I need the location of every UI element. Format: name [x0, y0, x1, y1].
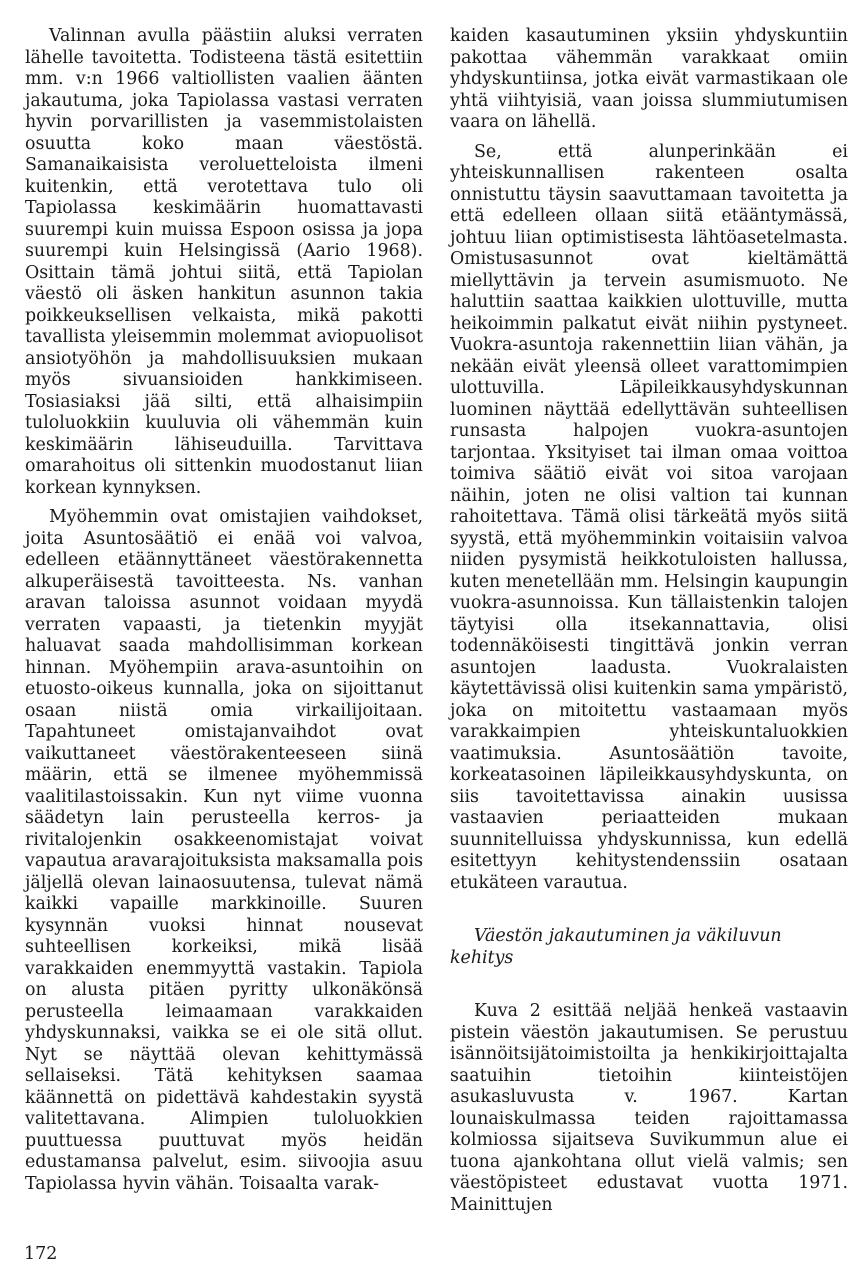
- right-column: [450, 26, 848, 1216]
- left-column: [25, 26, 423, 1195]
- body-paragraph-continuation: kaiden kasautuminen yksiin yhdyskuntiin pakottaa vähemmän varakkaat omiin yhdyskuntiinsa, jotka eivät varmastikaan ole yhtä viihtyisiä, vaan joissa slummiutumisen vaara on lähellä.: [450, 26, 848, 132]
- page-number: 172: [24, 1244, 58, 1264]
- body-paragraph: Myöhemmin ovat omistajien vaihdokset, joita Asuntosäätiö ei enää voi valvoa, edelleen etäännyttäneet väestörakennetta alkuperäisestä tavoitteesta. Ns. vanhan aravan taloissa asunnot voidaan myydä verraten vapaasti, ja tietenkin myyjät haluavat saada mahdollisimman korkean hinnan. Myöhempiin arava-asuntoihin on etuosto-oikeus kunnalla, joka on sijoittanut osaan niistä omia virkailijoitaan. Tapahtuneet omistajanvaihdot ovat vaikuttaneet väestörakenteeseen siinä määrin, että se ilmenee myöhemmissä vaalitilastoissakin. Kun nyt viime vuonna säädetyn lain perusteella kerros- ja rivitalojenkin osakkeenomistajat voivat vapautua aravarajoituksista maksamalla pois jäljellä olevan lainaosuutensa, tulevat nämä kaikki vapaille markkinoille. Suuren kysynnän vuoksi hinnat nousevat suhteellisen korkeiksi, mikä lisää varakkaiden enemmyyttä vastakin. Tapiola on alusta pitäen pyritty ulkonäkönsä perusteella leimaamaan varakkaiden yhdyskunnaksi, vaikka se ei ole sitä ollut. Nyt se näyttää olevan kehittymässä sellaiseksi. Tätä kehityksen saamaa käännettä on pidettävä kahdestakin syystä valitettavana. Alimpien tuloluokkien puuttuessa puuttuvat myös heidän edustamansa palvelut, esim. siivoojia asuu Tapiolassa hyvin vähän. Toisaalta varak-: [25, 507, 424, 1194]
- body-paragraph: Valinnan avulla päästiin aluksi verraten lähelle tavoitetta. Todisteena tästä esitettiin mm. v:n 1966 valtiollisten vaalien äänten jakautuma, joka Tapiolassa vastasi verraten hyvin porvarillisten ja vasemmistolaisten osuutta koko maan väestöstä. Samanaikaisista veroluetteloista ilmeni kuitenkin, että verotettava tulo oli Tapiolassa keskimäärin huomattavasti suurempi kuin muissa Espoon osissa ja jopa suurempi kuin Helsingissä (Aario 1968). Osittain tämä johtui siitä, että Tapiolan väestö oli äsken hankitun asunnon takia poikkeuksellisen velkaista, mikä pakotti tavallista yleisemmin molemmat aviopuolisot ansiotyöhön ja mahdollisuuksien mukaan myös sivuansioiden hankkimiseen. Tosiasiaksi jää silti, että alhaisimpiin tuloluokkiin kuuluvia oli vähemmän kuin keskimäärin lähiseuduilla. Tarvittava omarahoitus oli sittenkin muodostanut liian korkean kynnyksen.: [25, 26, 423, 498]
- body-paragraph: Se, että alunperinkään ei yhteiskunnallisen rakenteen osalta onnistuttu täysin saavuttamaan tavoitetta ja että edelleen ollaan siitä etääntymässä, johtuu liian optimistisesta lähtöasetelmasta. Omistusasunnot ovat kieltämättä miellyttävin ja tervein asumismuoto. Ne haluttiin saattaa kaikkien ulottuville, mutta heikoimmin palkatut eivät niihin pystyneet. Vuokra-asuntoja rakennettiin liian vähän, ja nekään eivät yleensä olleet varattomimpien ulottuvilla. Läpileikkausyhdyskunnan luominen näyttää edellyttävän suhteellisen runsasta halpojen vuokra-asuntojen tarjontaa. Yksityiset tai ilman omaa voittoa toimiva säätiö eivät voi sitoa varojaan näihin, joten ne olisi valtion tai kunnan rahoitettava. Tämä olisi tärkeätä myös siitä syystä, että myöhemminkin voitaisiin valvoa niiden pysymistä heikkotuloisten hallussa, kuten menetellään mm. Helsingin kaupungin vuokra-asunnoissa. Kun tällaistenkin talojen täytyisi olla itsekannattavia, olisi todennäköisesti tingittävä jonkin verran asuntojen laadusta. Vuokralaisten käytettävissä olisi kuitenkin sama ympäristö, joka on mitoitettu vastaamaan myös varakkaimpien yhteiskuntaluokkien vaatimuksia. Asuntosäätiön tavoite, korkeatasoinen läpileikkausyhdyskunta, on siis tavoitettavissa ainakin uusissa vastaavien periaatteiden mukaan suunnitelluissa yhdyskunnissa, kun edellä esitettyyn kehitystendenssiin osataan etukäteen varautua.: [450, 141, 848, 893]
- section-heading: Väestön jakautuminen ja väkiluvun kehitys: [450, 926, 782, 968]
- body-paragraph: Kuva 2 esittää neljää henkeä vastaavin pistein väestön jakautumisen. Se perustuu isännöitsijätoimistoilta ja henkikirjoittajalta saatuihin tietoihin kiinteistöjen asukasluvusta v. 1967. Kartan lounaiskulmassa teiden rajoittamassa kolmiossa sijaitseva Suvikummun alue ei tuona ajankohtana ollut vielä valmis; sen väestöpisteet edustavat vuotta 1971. Mainittujen: [450, 1001, 848, 1215]
